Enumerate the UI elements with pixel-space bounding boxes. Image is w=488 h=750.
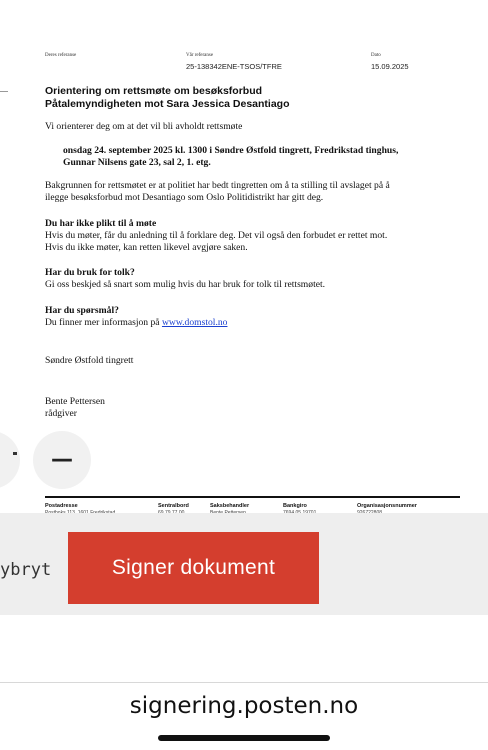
minus-icon: —: [51, 447, 73, 472]
interpreter-text: Gi oss beskjed så snart som mulig hvis du har bruk for tolk til rettsmøtet.: [45, 279, 326, 290]
intro-text: Vi orienterer deg om at det vil bli avholdt rettsmøte: [45, 121, 243, 132]
plus-icon: [13, 452, 17, 455]
background-line2: ilegge besøksforbud mot Desantiago som Oslo Politidistrikt har gitt deg.: [45, 192, 324, 203]
questions-heading: Har du spørsmål?: [45, 305, 119, 316]
questions-text: [45, 317, 455, 329]
dato-label: Dato: [371, 53, 381, 58]
background-line1: Bakgrunnen for rettsmøtet er at politiet har bedt tingretten om å ta stilling til avslaget på å: [45, 180, 390, 191]
meeting-line1: onsdag 24. september 2025 kl. 1300 i Søndre Østfold tingrett, Fredrikstad tinghus,: [63, 145, 399, 156]
duty-heading: Du har ikke plikt til å møte: [45, 218, 157, 229]
document-title-line2: Påtalemyndigheten mot Sara Jessica Desantiago: [45, 98, 290, 110]
deres-referanse-label: Deres referanse: [45, 53, 77, 58]
interpreter-heading: Har du bruk for tolk?: [45, 267, 135, 278]
duty-line2: Hvis du ikke møter, kan retten likevel avgjøre saken.: [45, 242, 248, 253]
footer-saksbehandler-label: Saksbehandler: [210, 503, 250, 509]
domstol-link[interactable]: www.domstol.no: [161, 317, 228, 328]
dato-value: 15.09.2025: [371, 62, 409, 71]
duty-line1: Hvis du møter, får du anledning til å forklare deg. Det vil også den forbudet er rettet mot.: [45, 230, 388, 241]
footer-sentralbord-label: Sentralbord: [158, 503, 189, 509]
footer-rule: [45, 496, 460, 498]
home-indicator[interactable]: [158, 735, 330, 741]
fold-mark: [0, 91, 8, 92]
document-title-line1: Orientering om rettsmøte om besøksforbud: [45, 85, 263, 97]
var-referanse-value: 25-138342ENE-TSOS/TFRE: [186, 62, 282, 71]
footer-postadresse-label: Postadresse: [45, 503, 78, 509]
signer-title: rådgiver: [45, 408, 77, 419]
court-name: Søndre Østfold tingrett: [45, 355, 134, 366]
sign-document-label: Signer dokument: [111, 556, 276, 579]
meeting-line2: Gunnar Nilsens gate 23, sal 2, 1. etg.: [63, 157, 211, 168]
footer-bankgiro-label: Bankgiro: [283, 503, 307, 509]
sign-document-button[interactable]: [68, 532, 319, 604]
footer-org-label: Organisasjonsnummer: [357, 503, 417, 509]
var-referanse-label: Vår referanse: [186, 53, 214, 58]
cancel-button[interactable]: ybryt: [0, 560, 52, 580]
signer-name: Bente Pettersen: [45, 396, 105, 407]
zoom-out-button[interactable]: [33, 431, 91, 489]
address-bar-url[interactable]: signering.posten.no: [129, 693, 359, 719]
address-bar-divider: [0, 682, 488, 683]
questions-prefix: Du finner mer informasjon på: [45, 317, 162, 328]
zoom-in-button[interactable]: [0, 431, 20, 489]
